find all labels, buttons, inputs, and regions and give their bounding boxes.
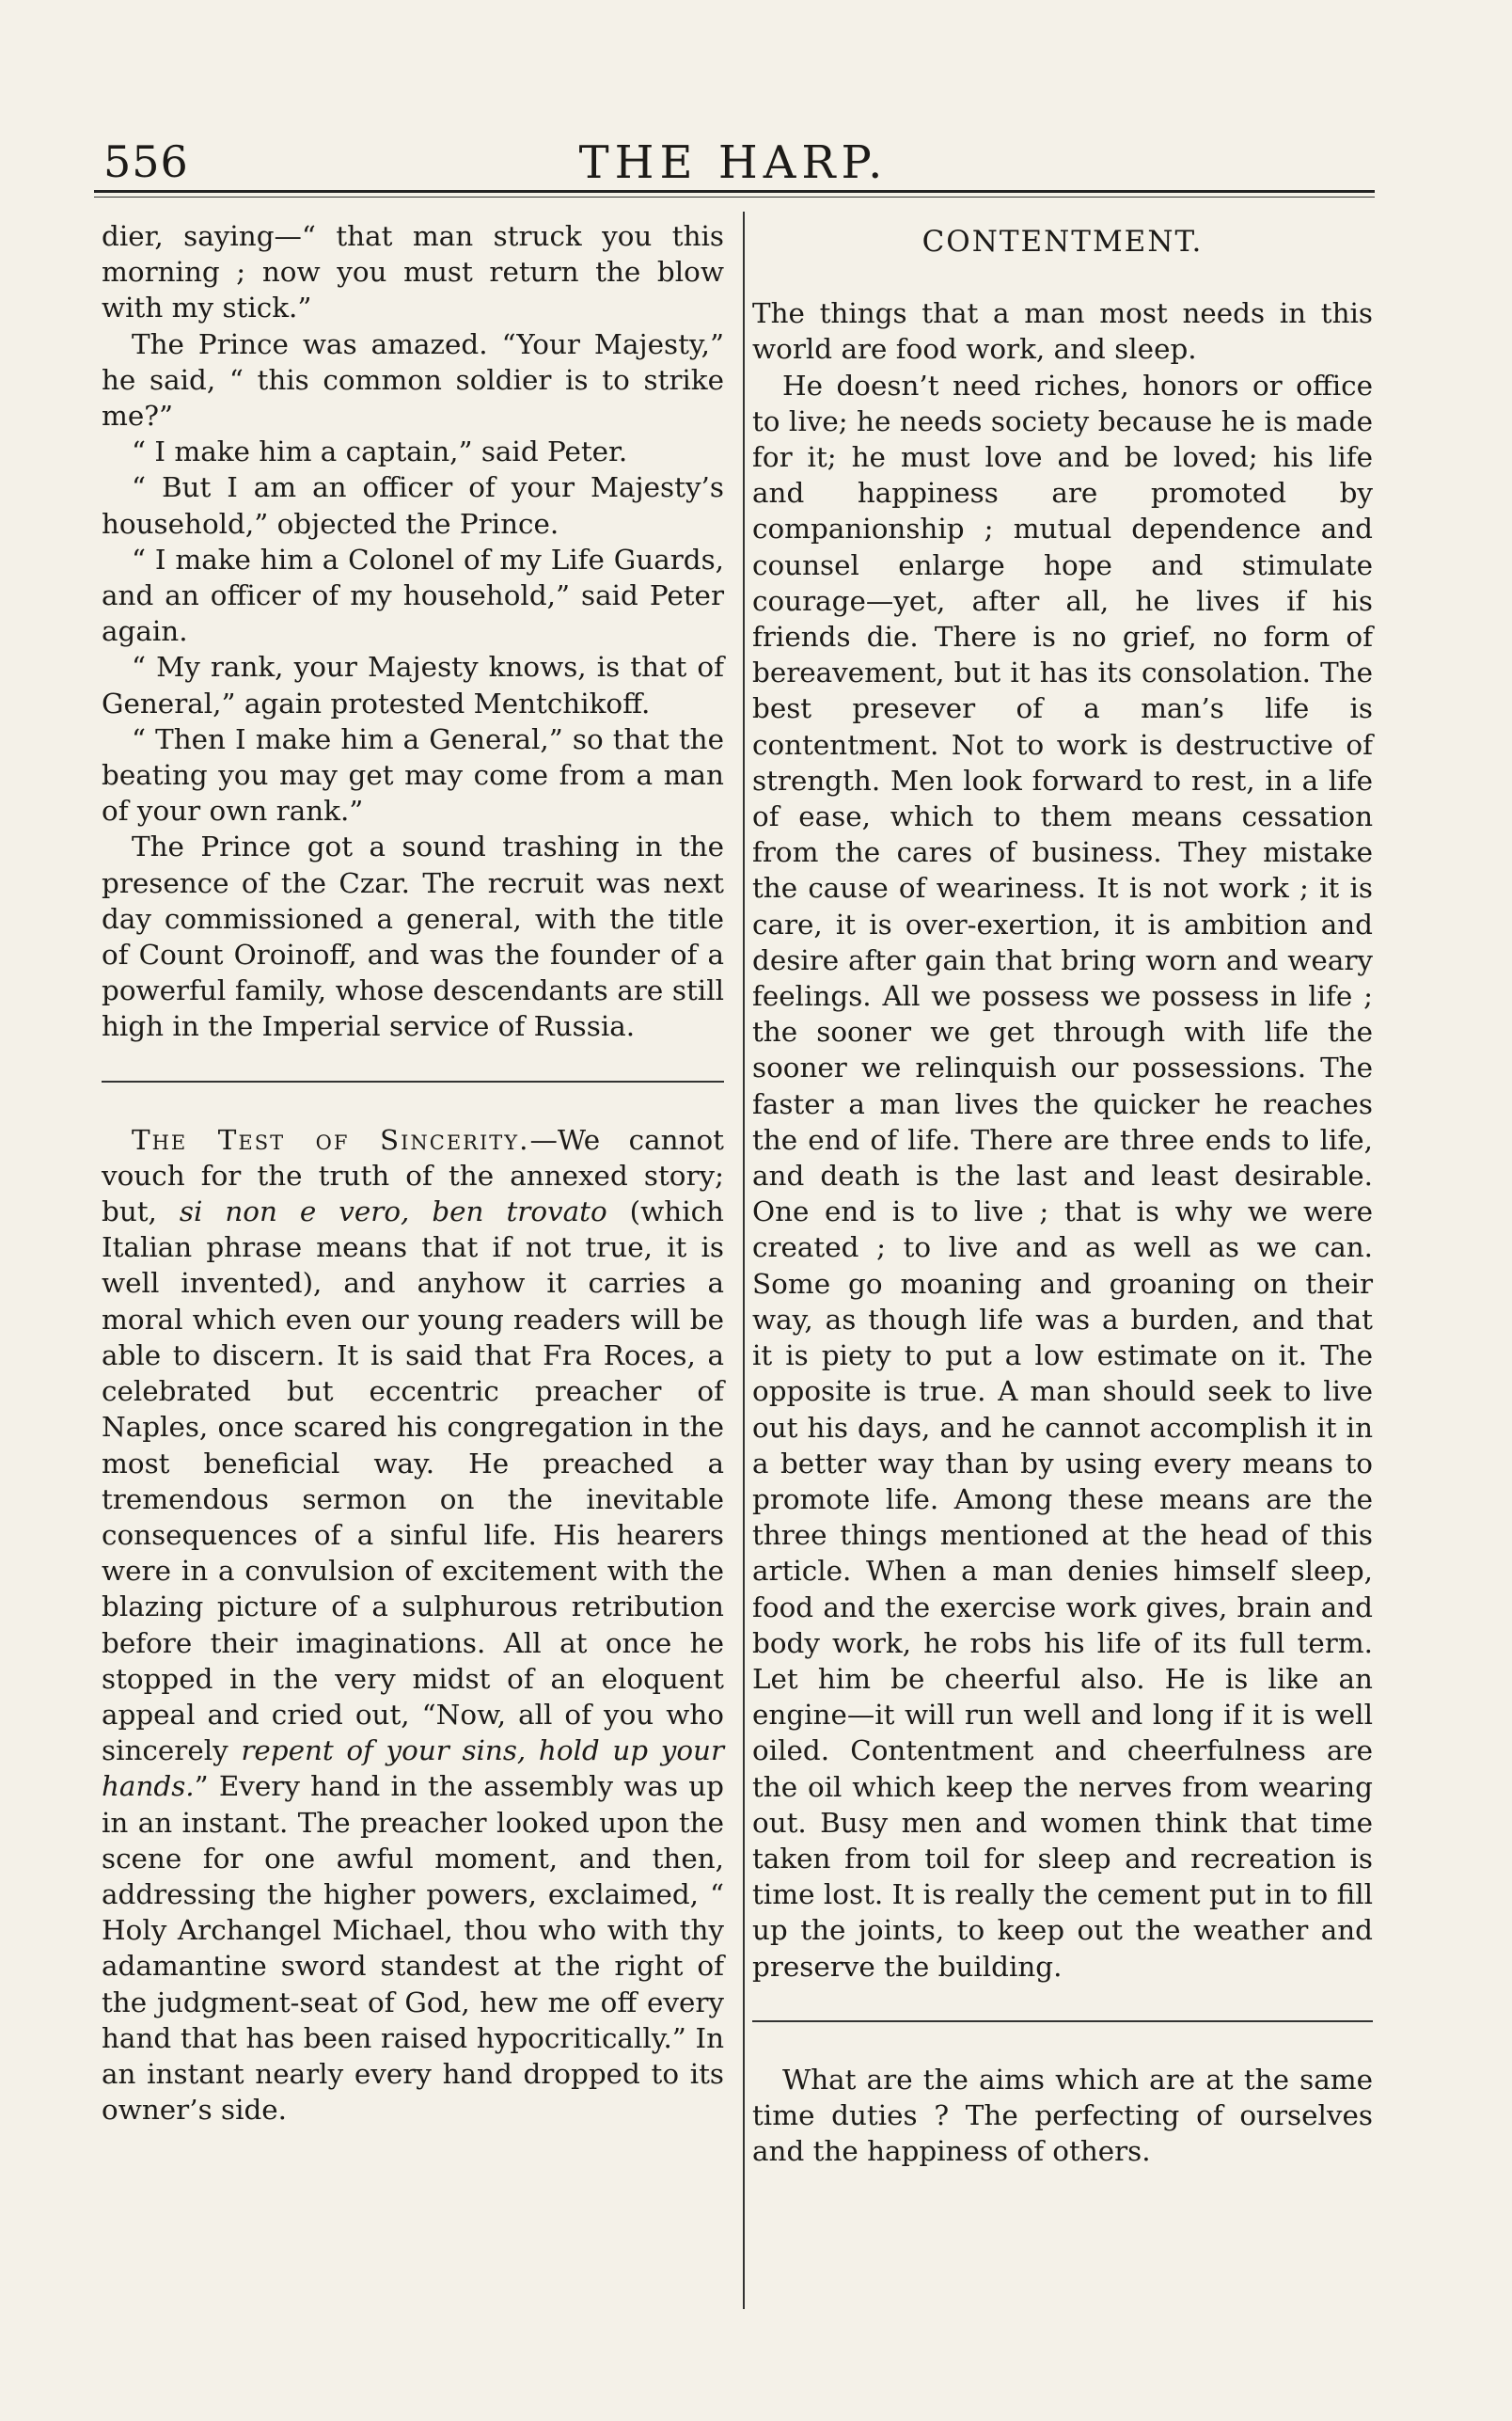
sincerity-text-2: (which Italian phrase means that if not true, it is well invented), and anyhow it carries a moral which even our young readers will be able to discern. It is said that Fra Roces, a celebrated but eccentric preacher of Naples, once scared his congregation in the most beneficial way. He preached a tremendous sermon on the inevitable consequences of a sinful life. His hearers were in a convulsion of excitement with the blazing picture of a sulphurous retribution before their imaginations. All at once he stopped in the very midst of an eloquent appeal and cried out, “Now, all of you who sincerely: [102, 1195, 724, 1767]
contentment-paragraph: The things that a man most needs in this world are food work, and sleep.: [752, 297, 1373, 366]
header-rule: [94, 190, 1375, 198]
italic-quote: repent of your sins, hold up your hands.: [102, 1734, 724, 1803]
sincerity-heading: The Test of Sincerity.: [132, 1123, 530, 1156]
italian-phrase: si non e vero, ben trovato: [179, 1195, 607, 1228]
contentment-paragraph: He doesn’t need riches, honors or office to live; he needs society because he is made for it; he must love and be loved; his life and happiness are promoted by companionship ; mutual dependence and counsel enlarge hope and stimulate courage—yet, after all, he lives if his friends die. There is no grief, no form of bereavement, but it has its consolation. The best presever of a man’s life is contentment. Not to work is destructive of strength. Men look forward to rest, in a life of ease, which to them means cessation from the cares of business. They mistake the cause of weariness. It is not work ; it is care, it is over-exertion, it is ambition and desire after gain that bring worn and weary feelings. All we possess we possess in life ; the sooner we get through with life the sooner we relinquish our possessions. The faster a man lives the quicker he reaches the end of life. There are three ends to life, and death is the last and least desirable. One end is to live ; that is why we were created ; to live and as well as we can. Some go moaning and groaning on their way, as though life was a burden, and that it is piety to put a low estimate on it. The opposite is true. A man should seek to live out his days, and he cannot accomplish it in a better way than by using every means to promote life. Among these means are the three things mentioned at the head of this article. When a man denies himself sleep, food and the exercise work gives, brain and body work, he robs his life of its full term. Let him be cheerful also. He is like an engine—it will run well and long if it is well oiled. Contentment and cheerfulness are the oil which keep the nerves from wearing out. Busy men and women think that time taken from toil for sleep and recreation is time lost. It is really the cement put in to fill up the joints, to keep out the weather and preserve the building.: [752, 369, 1373, 1983]
column-divider: [743, 212, 745, 2309]
section-rule: [752, 2020, 1373, 2022]
story-paragraph: The Prince got a sound trashing in the presence of the Czar. The recruit was next day commissioned a general, with the title of Count Oroinoff, and was the founder of a powerful family, whose descendants are still high in the Imperial service of Russia.: [102, 831, 724, 1043]
journal-title: THE HARP.: [578, 136, 889, 189]
story-paragraph: “ But I am an officer of your Majesty’s household,” objected the Prince.: [102, 471, 724, 540]
aims-paragraph: What are the aims which are at the same time duties ? The perfecting of ourselves and the happiness of others.: [752, 2063, 1373, 2168]
right-column: [752, 224, 1373, 2169]
story-paragraph: The Prince was amazed. “Your Majesty,” he said, “ this common soldier is to strike me?”: [102, 327, 724, 433]
story-paragraph: dier, saying—“ that man struck you this morning ; now you must return the blow with my stick.”: [102, 220, 724, 324]
sincerity-text-1: —We cannot vouch for the truth of the annexed story; but,: [102, 1123, 724, 1228]
sincerity-text-3: ” Every hand in the assembly was up in an instant. The preacher looked upon the scene for one awful moment, and then, addressing the higher powers, exclaimed, “ Holy Archangel Michael, thou who with thy adamantine sword standest at the right of the judgment-seat of God, hew me off every hand that has been raised hypocritically.” In an instant nearly every hand dropped to its owner’s side.: [102, 1770, 724, 2127]
section-rule: [102, 1081, 724, 1083]
story-paragraph: “ I make him a Colonel of my Life Guards, and an officer of my household,” said Peter again.: [102, 543, 724, 648]
left-column: [102, 218, 724, 2128]
sincerity-article: [102, 1122, 724, 2128]
page-number: 556: [103, 136, 189, 187]
story-paragraph: “ I make him a captain,” said Peter.: [132, 435, 628, 468]
story-paragraph: “ Then I make him a General,” so that the beating you may get may come from a man of your own rank.”: [102, 722, 724, 828]
contentment-title: CONTENTMENT.: [921, 225, 1204, 259]
story-paragraph: “ My rank, your Majesty knows, is that of General,” again protested Mentchikoff.: [102, 651, 724, 720]
